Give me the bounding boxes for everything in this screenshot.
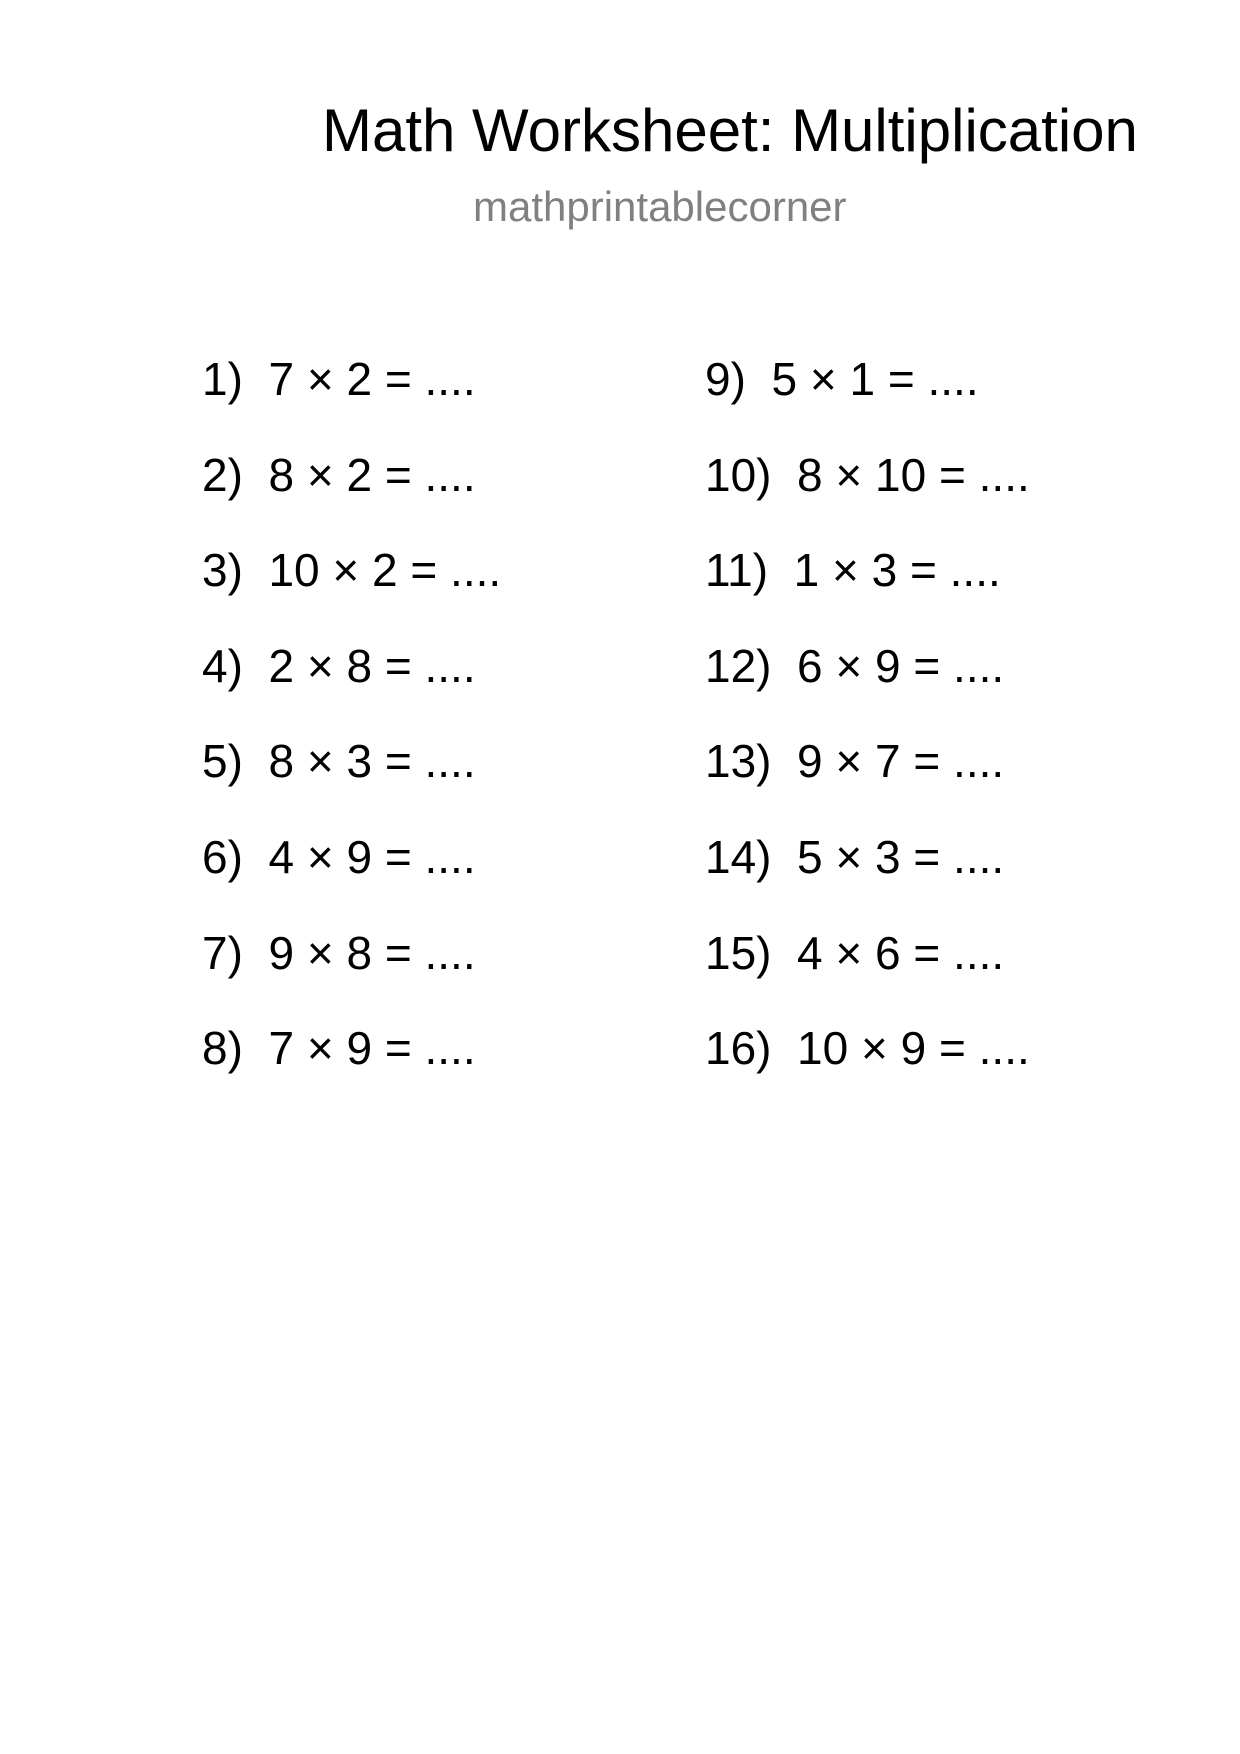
problem-5: 5) 8 × 3 = .... <box>202 735 476 788</box>
problem-7: 7) 9 × 8 = .... <box>202 926 476 979</box>
problem-13: 13) 9 × 7 = .... <box>705 735 1005 788</box>
problem-12: 12) 6 × 9 = .... <box>705 639 1005 692</box>
problem-9: 9) 5 × 1 = .... <box>705 353 979 405</box>
worksheet-title: Math Worksheet: Multiplication <box>322 97 1138 164</box>
problem-1: 1) 7 × 2 = .... <box>202 353 476 405</box>
problem-3: 3) 10 × 2 = .... <box>202 544 502 597</box>
problems-column-right <box>705 352 1030 1117</box>
problem-14: 14) 5 × 3 = .... <box>705 830 1005 883</box>
problem-16: 16) 10 × 9 = .... <box>705 1022 1030 1075</box>
problem-8: 8) 7 × 9 = .... <box>202 1022 476 1075</box>
problem-15: 15) 4 × 6 = .... <box>705 926 1005 979</box>
worksheet-source: mathprintablecorner <box>473 183 847 230</box>
problem-4: 4) 2 × 8 = .... <box>202 639 476 692</box>
problems-column-left <box>202 352 501 1117</box>
problem-11: 11) 1 × 3 = .... <box>705 544 1001 597</box>
problem-10: 10) 8 × 10 = .... <box>705 448 1030 501</box>
problem-2: 2) 8 × 2 = .... <box>202 448 476 501</box>
problem-6: 6) 4 × 9 = .... <box>202 830 476 883</box>
